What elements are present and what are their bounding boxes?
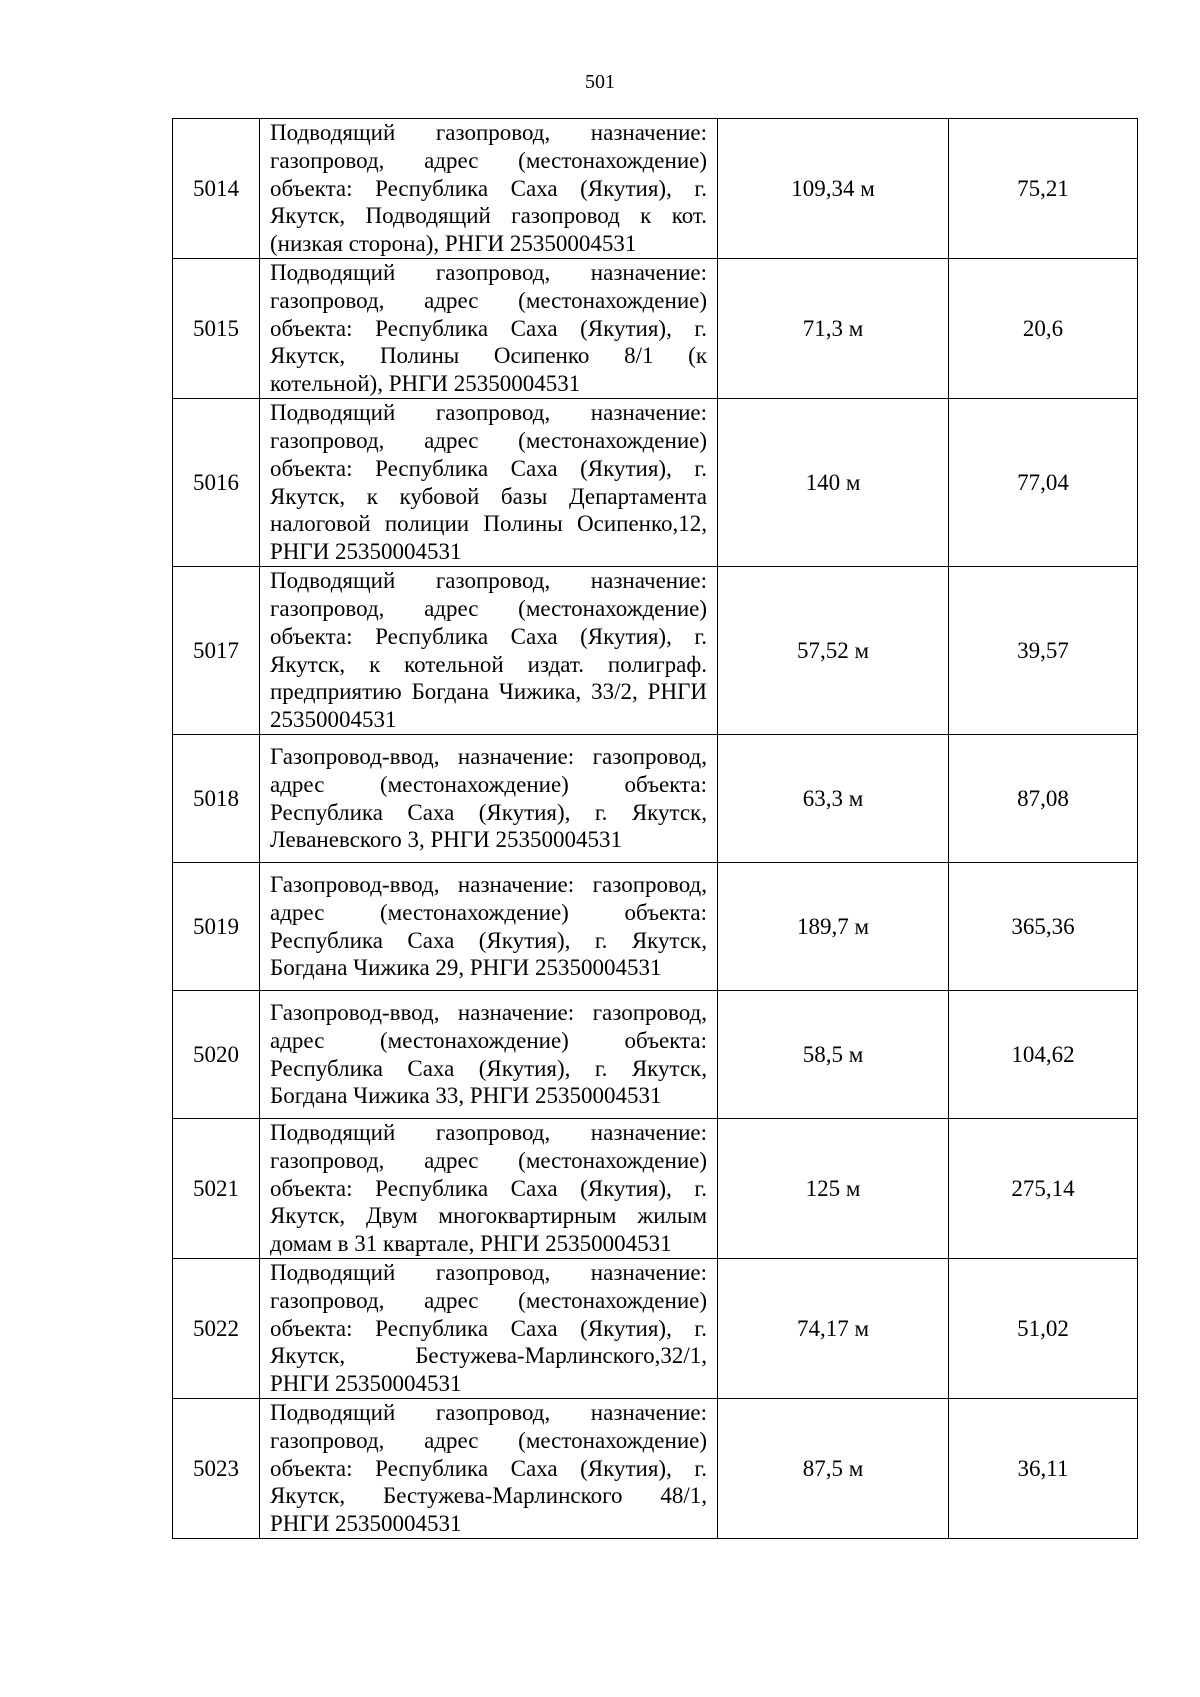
table-row <box>173 119 1138 259</box>
row-number: 5015 <box>173 259 260 399</box>
property-table <box>172 118 1138 1539</box>
row-value: 51,02 <box>949 1259 1138 1399</box>
row-length: 140 м <box>718 399 949 567</box>
row-length: 109,34 м <box>718 119 949 259</box>
table-row <box>173 1259 1138 1399</box>
row-description: Газопровод-ввод, назначение: газопровод, адрес (местонахождение) объекта: Республика Саха (Якутия), г. Якутск, Богдана Чижика 29, РНГИ 25350004531 <box>260 863 718 991</box>
row-value: 77,04 <box>949 399 1138 567</box>
table-row <box>173 1399 1138 1539</box>
row-description: Газопровод-ввод, назначение: газопровод, адрес (местонахождение) объекта: Республика Саха (Якутия), г. Якутск, Леваневского 3, РНГИ 25350004531 <box>260 735 718 863</box>
row-description: Газопровод-ввод, назначение: газопровод, адрес (местонахождение) объекта: Республика Саха (Якутия), г. Якутск, Богдана Чижика 33, РНГИ 25350004531 <box>260 991 718 1119</box>
row-value: 36,11 <box>949 1399 1138 1539</box>
row-description: Подводящий газопровод, назначение: газопровод, адрес (местонахождение) объекта: Республика Саха (Якутия), г. Якутск, Подводящий газопровод к кот. (низкая сторона), РНГИ 25350004531 <box>260 119 718 259</box>
row-description: Подводящий газопровод, назначение: газопровод, адрес (местонахождение) объекта: Республика Саха (Якутия), г. Якутск, Двум многоквартирным жилым домам в 31 квартале, РНГИ 25350004531 <box>260 1119 718 1259</box>
row-number: 5021 <box>173 1119 260 1259</box>
row-value: 20,6 <box>949 259 1138 399</box>
row-number: 5023 <box>173 1399 260 1539</box>
table-row <box>173 399 1138 567</box>
row-description: Подводящий газопровод, назначение: газопровод, адрес (местонахождение) объекта: Республика Саха (Якутия), г. Якутск, Полины Осипенко 8/1 (к котельной), РНГИ 25350004531 <box>260 259 718 399</box>
row-length: 125 м <box>718 1119 949 1259</box>
row-number: 5017 <box>173 567 260 735</box>
table-row <box>173 1119 1138 1259</box>
row-description: Подводящий газопровод, назначение: газопровод, адрес (местонахождение) объекта: Республика Саха (Якутия), г. Якутск, Бестужева-Марлинского,32/1, РНГИ 25350004531 <box>260 1259 718 1399</box>
row-description: Подводящий газопровод, назначение: газопровод, адрес (местонахождение) объекта: Республика Саха (Якутия), г. Якутск, Бестужева-Марлинского 48/1, РНГИ 25350004531 <box>260 1399 718 1539</box>
row-length: 57,52 м <box>718 567 949 735</box>
row-number: 5019 <box>173 863 260 991</box>
row-length: 58,5 м <box>718 991 949 1119</box>
row-value: 104,62 <box>949 991 1138 1119</box>
row-number: 5014 <box>173 119 260 259</box>
row-length: 87,5 м <box>718 1399 949 1539</box>
page-number: 501 <box>585 71 615 93</box>
row-number: 5018 <box>173 735 260 863</box>
row-number: 5016 <box>173 399 260 567</box>
row-length: 74,17 м <box>718 1259 949 1399</box>
table-row <box>173 863 1138 991</box>
row-description: Подводящий газопровод, назначение: газопровод, адрес (местонахождение) объекта: Республика Саха (Якутия), г. Якутск, к кубовой базы Департамента налоговой полиции Полины Осипенко,12, РНГИ 25350004531 <box>260 399 718 567</box>
table-row <box>173 567 1138 735</box>
table-row <box>173 991 1138 1119</box>
table-row <box>173 735 1138 863</box>
row-number: 5020 <box>173 991 260 1119</box>
row-length: 189,7 м <box>718 863 949 991</box>
row-value: 39,57 <box>949 567 1138 735</box>
row-value: 365,36 <box>949 863 1138 991</box>
table-row <box>173 259 1138 399</box>
row-value: 275,14 <box>949 1119 1138 1259</box>
row-value: 75,21 <box>949 119 1138 259</box>
row-length: 71,3 м <box>718 259 949 399</box>
row-number: 5022 <box>173 1259 260 1399</box>
row-value: 87,08 <box>949 735 1138 863</box>
row-length: 63,3 м <box>718 735 949 863</box>
row-description: Подводящий газопровод, назначение: газопровод, адрес (местонахождение) объекта: Республика Саха (Якутия), г. Якутск, к котельной издат. полиграф. предприятию Богдана Чижика, 33/2, РНГИ 25350004531 <box>260 567 718 735</box>
